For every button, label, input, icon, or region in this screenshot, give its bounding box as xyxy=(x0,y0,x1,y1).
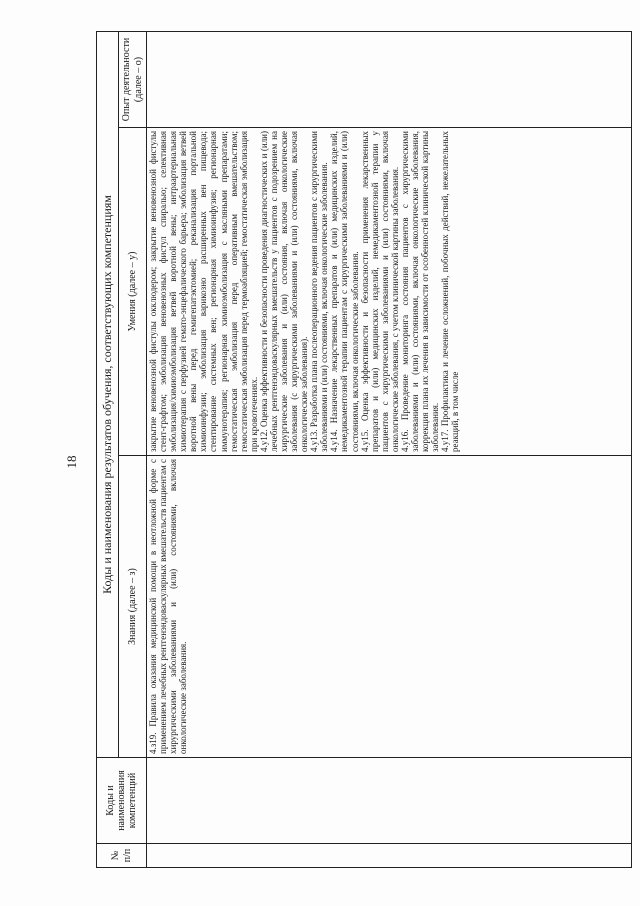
table-frame xyxy=(96,32,632,868)
header-num: № п/п xyxy=(97,844,147,868)
skill-item: 4.у16. Проведение мониторинга состояния пациентов с хирургическими заболеваниями и (или) состояниями, включая онкологические заболевания, коррекция плана их лечения в зависимости от особенностей клинической картины заболевания. xyxy=(399,131,441,452)
competency-table xyxy=(96,31,632,868)
cell-num xyxy=(147,844,632,868)
skill-item: закрытие веновенозной фистулы окклюдером; закрытие веновенозной фистулы стент-графтом; эмболизация веновенозных фистул спиралью; селективная эмболизация/химиоэмболизация ветвей воротной вены; интраартериальная химиотерапия с перфузией гемато-энцефалического барьера; эмболизация ветвей воротной вены перед гемигепатэктомией; реканализация портальной химиоинфузии; эмболизация варикозно расширенных вен пищевода; стентирование системных вен; регионарная химиоинфузия; регионарная иммунотерапия; регионарная химиоэмболизация с масляными препаратами; гемостатическая эмболизация перед оперативным вмешательством; гемостатическая эмболизация перед термоабляцией; гемостатическая эмболизация при кровотечениях. xyxy=(148,131,259,452)
landscape-table-container xyxy=(96,32,632,868)
header-codes: Коды и наименования компетенций xyxy=(97,758,147,844)
header-skills: Умения (далее – у) xyxy=(119,128,147,456)
cell-knowledge xyxy=(147,456,632,758)
skill-item: 4.у14. Назначение лекарственных препаратов и (или) медицинских изделий, немедикаментозной терапии пациентам с хирургическими заболеваниями и (или) состояниями, включая онкологические заболевания. xyxy=(329,131,360,452)
skill-item: 4.у13. Разработка плана послеоперационного ведения пациентов с хирургическими заболеваниями и (или) состояниями, включая онкологические заболевания. xyxy=(309,131,330,452)
header-experience: Опыт деятельности (далее – о) xyxy=(119,32,147,128)
knowledge-item: 4.з19. Правила оказания медицинской помощи в неотложной форме с применением лечебных рентгенэндоваскулярных вмешательств пациентам с хирургическими заболеваниями и (или) состояниями, включая онкологические заболевания. xyxy=(148,459,189,754)
header-knowledge: Знания (далее – з) xyxy=(119,456,147,758)
skill-item: 4.у17. Профилактика и лечение осложнений, побочных действий, нежелательных реакций, в том числе xyxy=(440,131,461,452)
skill-item: 4.у15. Оценка эффективности и безопасности применения лекарственных препаратов и (или) медицинских изделий, немедикаментозной терапии у пациентов с хирургическими заболеваниями и (или) состояниями, включая онкологические заболевания, с учетом клинической картины заболевания. xyxy=(359,131,400,452)
cell-codes xyxy=(147,758,632,844)
table-row xyxy=(147,32,632,868)
page-number: 18 xyxy=(64,455,79,469)
cell-skills xyxy=(147,128,632,456)
header-group: Коды и наименования результатов обучения, соответствующих компетенциям xyxy=(97,32,119,758)
skill-item: 4.у12. Оценка эффективности и безопасности проведения диагностических и (или) лечебных рентгенэндоваскулярных вмешательств у пациентов с подозрением на хирургические заболевания и (или) состояния, включая онкологические заболевания (с хирургическими заболеваниями и (или) состояниями, включая онкологические заболевания). xyxy=(258,131,310,452)
cell-experience xyxy=(147,32,632,128)
